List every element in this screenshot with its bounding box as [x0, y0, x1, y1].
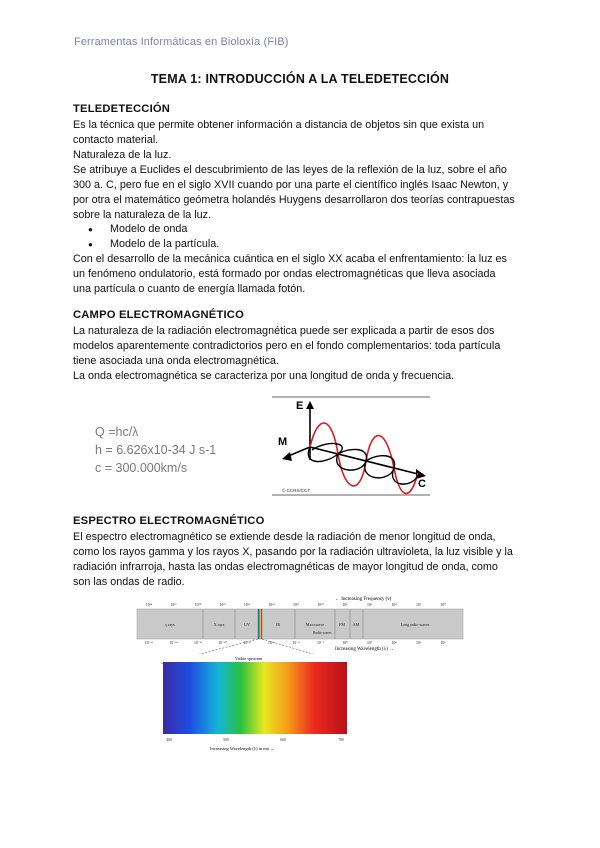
visible-spectrum-bar: [163, 662, 347, 734]
band-label: FM: [339, 622, 345, 627]
em-wave-diagram: [272, 395, 432, 498]
list-item: ● Modelo de la partícula.: [88, 237, 219, 252]
text-line: radiación infrarroja, hasta las ondas electromagnéticas de mayor longitud de onda, como: [73, 561, 498, 573]
visible-ticks: [166, 738, 344, 742]
frequency-tick-label: 10¹⁶: [243, 603, 251, 607]
page-title: TEMA 1: INTRODUCCIÓN A LA TELEDETECCIÓN: [150, 72, 450, 86]
frequency-tick-label: 10¹²: [292, 603, 300, 607]
text-line: 300 a. C, pero fue en el siglo XVII cuando por una parte el científico inglés Isaac Newton, y: [73, 179, 509, 191]
frequency-tick-label: 10¹⁸: [219, 603, 226, 607]
wavelength-tick-label: 10⁻⁸: [243, 641, 251, 645]
light-models-list: [88, 222, 219, 252]
list-item: ● Modelo de onda: [88, 222, 219, 237]
frequency-tick-label: 10⁰: [440, 603, 446, 607]
m-label: M: [278, 436, 288, 448]
visible-axis-label: Increasing Wavelength (λ) in nm →: [210, 746, 275, 751]
frequency-tick-label: 10²⁰: [194, 603, 202, 607]
frequency-tick-label: 10⁴: [391, 603, 397, 607]
band-label: X rays: [213, 622, 225, 627]
radio-waves-label: Radio waves: [313, 631, 332, 635]
wavelength-tick-label: 10⁻⁶: [267, 641, 276, 645]
frequency-tick-label: 10²: [416, 603, 421, 607]
section-heading-teledeteccion: TELEDETECCIÓN: [73, 103, 171, 115]
formula-planck: h = 6.626x10-34 J s-1: [95, 443, 217, 457]
paragraph-teledeteccion: [73, 118, 533, 223]
text-line: modelos aparentemente contradictorios pero en el fondo complementarios: toda partícula: [73, 340, 501, 352]
wavelength-tick-label: 10⁸: [440, 641, 446, 645]
band-label: UV: [244, 622, 250, 627]
electric-wave: [310, 423, 418, 493]
section-heading-campo: CAMPO ELECTROMAGNÉTICO: [73, 309, 244, 321]
text-line: La onda electromagnética se caracteriza por una longitud de onda y frecuencia.: [73, 370, 455, 382]
frequency-tick-label: 10²²: [170, 603, 177, 607]
text-line: son las ondas de radio.: [73, 576, 185, 588]
figure-credit: © CCRS/CCT: [282, 488, 310, 493]
m-axis-arrowhead: [282, 452, 292, 461]
wavelength-tick-label: 10⁻¹⁴: [169, 641, 178, 645]
band-label: γ rays: [165, 622, 175, 627]
formula-light-speed: c = 300.000km/s: [95, 461, 188, 475]
document-header: Ferramentas Informáticas en Bioloxía (FIB): [74, 36, 289, 48]
text-line: tiene asociada una onda electromagnética.: [73, 355, 279, 367]
text-line: sobre la naturaleza de la luz.: [73, 209, 212, 221]
frequency-tick-label: 10⁶: [366, 603, 373, 607]
text-line: La naturaleza de la radiación electromagnética puede ser explicada a partir de esos dos: [73, 325, 495, 337]
band-label: IR: [276, 622, 280, 627]
wavelength-ticks: [145, 641, 446, 645]
e-label: E: [296, 400, 304, 412]
frequency-tick-label: 10¹⁴: [268, 603, 275, 607]
section-heading-espectro: ESPECTRO ELECTROMAGNÉTICO: [73, 515, 265, 527]
visible-spectrum-label: Visible spectrum: [235, 656, 262, 661]
frequency-tick-label: 10²⁴: [145, 603, 153, 607]
text-line: Es la técnica que permite obtener información a distancia de objetos sin que exista un: [73, 119, 485, 131]
wavelength-tick-label: 10⁶: [415, 641, 422, 645]
paragraph-quantum: [73, 252, 533, 297]
paragraph-campo: [73, 324, 533, 384]
visible-tick-label: 700: [338, 738, 344, 742]
em-wave-figure: [272, 395, 432, 498]
c-label: C: [418, 478, 426, 490]
text-line: como los rayos gamma y los rayos X, pasando por la radiación ultravioleta, la luz visible y la: [73, 546, 513, 558]
wavelength-axis-label: Increasing Wavelength (λ) →: [335, 647, 394, 652]
wavelength-tick-label: 10⁻¹⁰: [218, 641, 227, 645]
formula-energy: Q =hc/λ: [95, 425, 139, 439]
band-label: Long radio waves: [400, 622, 430, 627]
wavelength-tick-label: 10⁴: [391, 641, 397, 645]
magnetic-wave: [308, 443, 418, 484]
wavelength-tick-label: 10⁻⁴: [292, 641, 300, 645]
wavelength-tick-label: 10⁻²: [317, 641, 324, 645]
band-label: AM: [352, 622, 360, 627]
em-spectrum-diagram: [135, 594, 465, 754]
frequency-axis-label: ← Increasing Frequency (ν): [335, 597, 392, 602]
text-line: contacto material.: [73, 134, 159, 146]
text-line: Se atribuye a Euclides el descubrimiento de las leyes de la reflexión de la luz, sobre el año: [73, 164, 507, 176]
paragraph-espectro: [73, 530, 533, 590]
e-axis-arrowhead: [306, 401, 314, 409]
wavelength-tick-label: 10²: [367, 641, 372, 645]
text-line: Naturaleza de la luz.: [73, 149, 172, 161]
formula-block: [95, 423, 216, 477]
wavelength-tick-label: 10⁰: [342, 641, 348, 645]
text-line: un fenómeno ondulatorio, está formado por ondas electromagnéticas que lleva asociada: [73, 268, 496, 280]
wavelength-tick-label: 10⁻¹⁶: [144, 641, 154, 645]
text-line: por otra el matemático geómetra holandés Huygens desarrollaron dos teorías contrapuestas: [73, 194, 515, 206]
frequency-tick-label: 10¹⁰: [317, 603, 324, 607]
visible-tick-label: 400: [166, 738, 172, 742]
frequency-tick-label: 10⁸: [342, 603, 348, 607]
text-line: El espectro electromagnético se extiende desde la radiación de menor longitud de onda,: [73, 531, 496, 543]
em-spectrum-figure: [135, 594, 465, 754]
frequency-ticks: [146, 603, 446, 607]
text-line: una partícula o cuanto de energía llamada fotón.: [73, 283, 306, 295]
text-line: Con el desarrollo de la mecánica cuántica en el siglo XX acaba el enfrentamiento: la luz es: [73, 253, 507, 265]
visible-slice: [258, 609, 262, 639]
wavelength-tick-label: 10⁻¹²: [193, 641, 203, 645]
band-label: Microwave: [305, 622, 325, 627]
visible-tick-label: 500: [223, 738, 229, 742]
visible-tick-label: 600: [280, 738, 286, 742]
